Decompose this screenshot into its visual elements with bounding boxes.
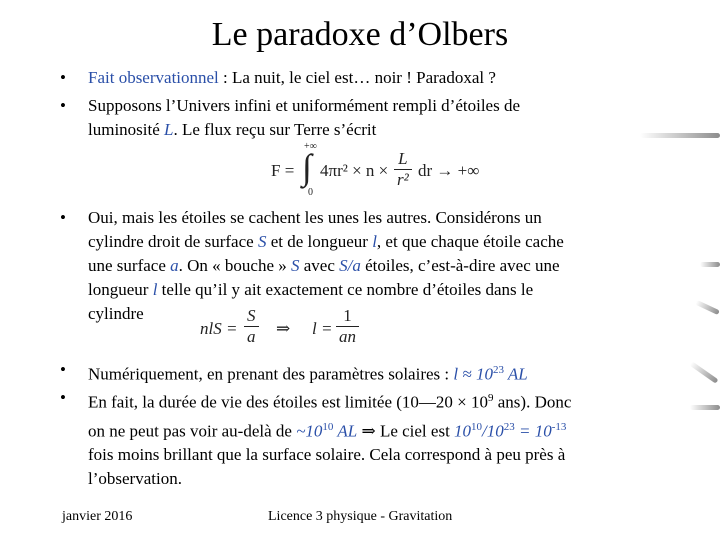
observation-text: : La nuit, le ciel est… noir ! Paradoxal ? bbox=[218, 68, 496, 87]
decorative-stroke bbox=[689, 361, 718, 383]
slide-title: Le paradoxe d’Olbers bbox=[211, 16, 509, 53]
flux-formula: F = ∫ +∞ 0 4πr² × n × $\frac{L}{\text{r²}}$ dr → +∞ bbox=[271, 141, 480, 198]
fraction-S-a: $\frac{S}{a}$ bbox=[244, 306, 259, 347]
decorative-stroke bbox=[690, 405, 720, 410]
fraction-L-r2: $\frac{L}{\text{r²}}$ bbox=[394, 149, 412, 190]
footer-course: Licence 3 physique - Gravitation bbox=[268, 509, 453, 524]
cylinder-formula: nlS = $\frac{S}{a}$ ⇒ l = $\frac{1}{an}$ bbox=[200, 306, 370, 352]
implies-arrow: ⇒ bbox=[276, 319, 291, 338]
observation-lead: Fait observationnel bbox=[88, 68, 219, 87]
integral-sign: ∫ bbox=[302, 147, 312, 187]
hypothesis-line1: Supposons l’Univers infini et uniformément rempli d’étoiles de bbox=[88, 96, 521, 115]
decorative-stroke bbox=[700, 262, 720, 267]
integral-lower-bound: 0 bbox=[308, 187, 313, 198]
fraction-1-an: $\frac{1}{an}$ bbox=[336, 306, 359, 347]
bullet-dot: • bbox=[60, 68, 66, 87]
var-L: L bbox=[164, 120, 174, 139]
footer-date: janvier 2016 bbox=[62, 509, 133, 524]
bullet-dot: • bbox=[60, 208, 66, 227]
bullet-dot: • bbox=[60, 388, 66, 407]
integral-upper-bound: +∞ bbox=[304, 141, 317, 152]
bullet-dot: • bbox=[60, 96, 66, 115]
decorative-stroke bbox=[695, 300, 720, 315]
bullet-dot: • bbox=[60, 360, 66, 379]
